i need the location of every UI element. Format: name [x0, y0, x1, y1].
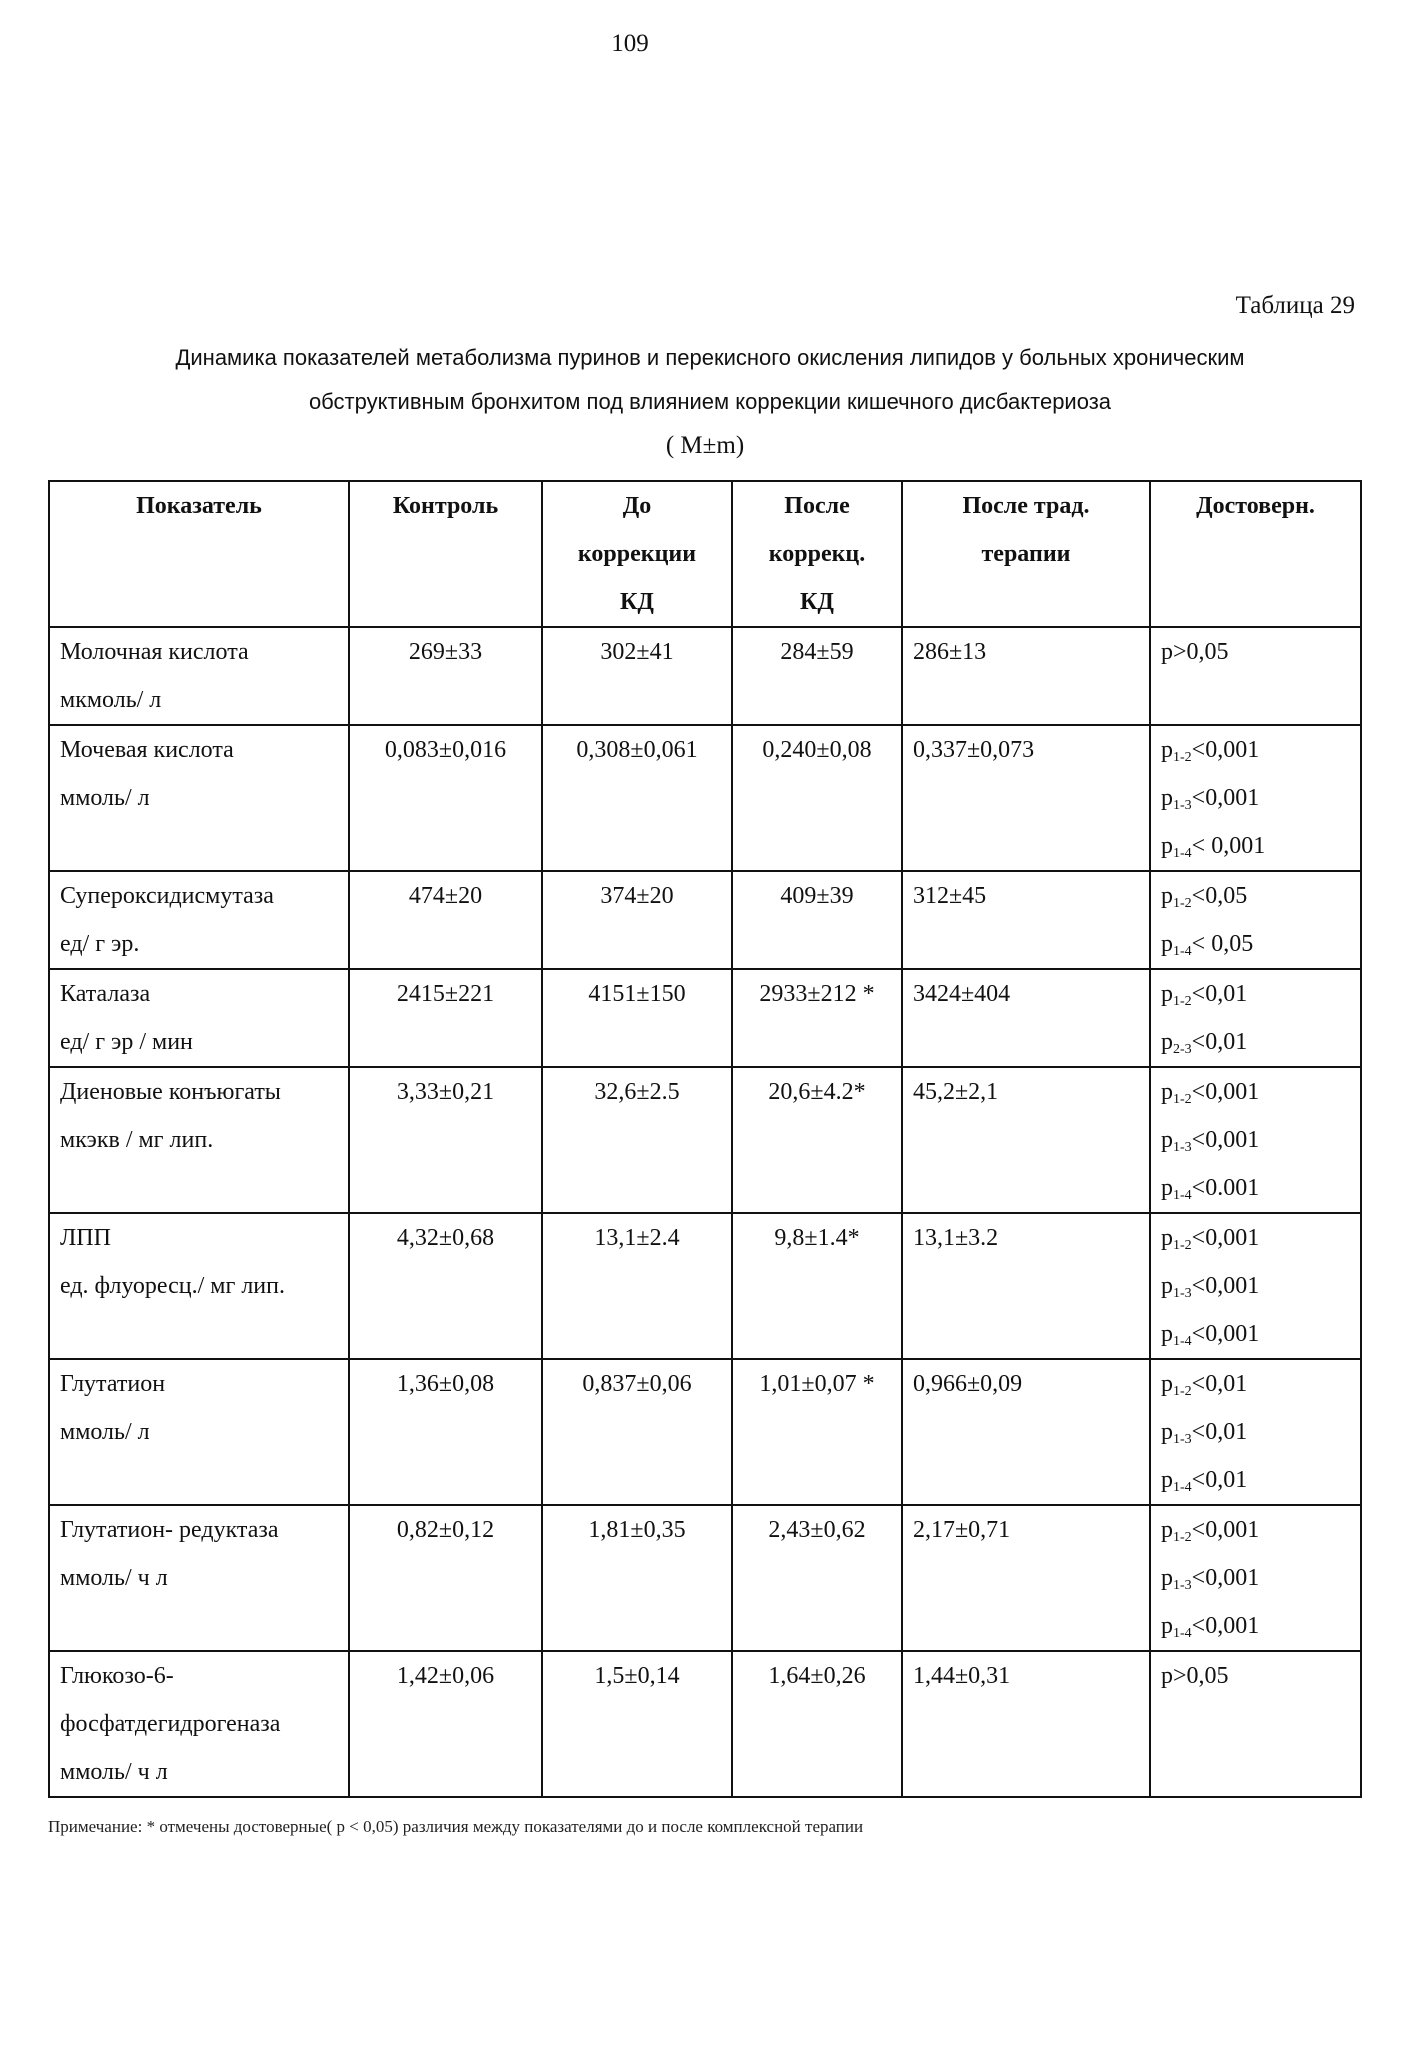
- header-indicator: Показатель: [49, 481, 349, 627]
- after-correction-value: 1,64±0,26: [732, 1651, 902, 1797]
- units-label: ( M±m): [665, 432, 745, 459]
- table-note: Примечание: * отмечены достоверные( p < 0,05) различия между показателями до и после комплексной терапии: [48, 1817, 864, 1836]
- before-correction-value: 0,308±0,061: [542, 725, 732, 871]
- p-value: p>0,05: [1161, 1663, 1229, 1689]
- indicator-cell: [49, 1067, 349, 1213]
- p-value: $p_{1-3}<0,01$: [1161, 1419, 1248, 1447]
- control-value: 269±33: [349, 627, 542, 725]
- indicator-cell: [49, 627, 349, 725]
- indicator-text: ед/ г эр.: [60, 931, 140, 957]
- table-row: [49, 1359, 1361, 1505]
- p-value: $p_{1-2}<0,001$: [1161, 737, 1260, 765]
- table-row: [49, 1067, 1361, 1213]
- after-traditional-value: 45,2±2,1: [902, 1067, 1150, 1213]
- header-before-correction: До коррекции КД: [542, 481, 732, 627]
- table-row: [49, 1213, 1361, 1359]
- indicator-text: мкмоль/ л: [60, 687, 162, 713]
- p-value: $p_{1-2}<0,01$: [1161, 981, 1248, 1009]
- after-correction-value: 284±59: [732, 627, 902, 725]
- indicator-cell: [49, 725, 349, 871]
- indicator-text: ммоль/ ч л: [60, 1565, 168, 1591]
- indicator-cell: [49, 1651, 349, 1797]
- data-table: [48, 480, 1362, 1798]
- indicator-text: Молочная кислота: [60, 639, 249, 665]
- significance-cell: [1150, 871, 1361, 969]
- after-traditional-value: 1,44±0,31: [902, 1651, 1150, 1797]
- p-value: $p_{1-3}<0,001$: [1161, 1127, 1260, 1155]
- indicator-text: фосфатдегидрогеназа: [60, 1711, 281, 1737]
- after-traditional-value: 0,337±0,073: [902, 725, 1150, 871]
- significance-cell: [1150, 1651, 1361, 1797]
- control-value: 0,083±0,016: [349, 725, 542, 871]
- indicator-text: Каталаза: [60, 981, 151, 1007]
- significance-cell: [1150, 1213, 1361, 1359]
- after-traditional-value: 0,966±0,09: [902, 1359, 1150, 1505]
- after-correction-value: 20,6±4.2*: [732, 1067, 902, 1213]
- indicator-text: Глутатион: [60, 1371, 166, 1397]
- p-value: $p_{1-2}<0,001$: [1161, 1225, 1260, 1253]
- p-value: $p_{1-3}<0,001$: [1161, 1273, 1260, 1301]
- indicator-text: ммоль/ л: [60, 785, 150, 811]
- table-title: [60, 336, 1360, 424]
- indicator-text: ЛПП: [60, 1225, 111, 1251]
- indicator-cell: [49, 1505, 349, 1651]
- p-value: $p_{1-4}<0.001$: [1161, 1175, 1260, 1203]
- control-value: 2415±221: [349, 969, 542, 1067]
- indicator-text: ед. флуоресц./ мг лип.: [60, 1273, 285, 1299]
- indicator-cell: [49, 1359, 349, 1505]
- indicator-text: Глюкозо-6-: [60, 1663, 174, 1689]
- significance-cell: [1150, 1505, 1361, 1651]
- after-correction-value: 2933±212 *: [732, 969, 902, 1067]
- significance-cell: [1150, 1359, 1361, 1505]
- table-row: [49, 969, 1361, 1067]
- header-significance: Достоверн.: [1150, 481, 1361, 627]
- after-correction-value: 0,240±0,08: [732, 725, 902, 871]
- indicator-text: ед/ г эр / мин: [60, 1029, 193, 1055]
- page-number: 109: [611, 30, 649, 57]
- p-value: $p_{1-2}<0,001$: [1161, 1517, 1260, 1545]
- p-value: $p_{1-2}<0,01$: [1161, 1371, 1248, 1399]
- after-traditional-value: 286±13: [902, 627, 1150, 725]
- before-correction-value: 1,5±0,14: [542, 1651, 732, 1797]
- control-value: 0,82±0,12: [349, 1505, 542, 1651]
- indicator-text: ммоль/ л: [60, 1419, 150, 1445]
- indicator-text: мкэкв / мг лип.: [60, 1127, 214, 1153]
- p-value: $p_{1-4}<0,001$: [1161, 1321, 1260, 1349]
- p-value: $p_{2-3}<0,01$: [1161, 1029, 1248, 1057]
- before-correction-value: 4151±150: [542, 969, 732, 1067]
- after-correction-value: 2,43±0,62: [732, 1505, 902, 1651]
- p-value: $p_{1-4}<0,01$: [1161, 1467, 1248, 1495]
- p-value: $p_{1-2}<0,05$: [1161, 883, 1248, 911]
- significance-cell: [1150, 725, 1361, 871]
- indicator-text: ммоль/ ч л: [60, 1759, 168, 1785]
- before-correction-value: 13,1±2.4: [542, 1213, 732, 1359]
- header-row: [49, 481, 1361, 627]
- table-label: Таблица 29: [1235, 292, 1355, 319]
- significance-cell: [1150, 1067, 1361, 1213]
- p-value: p>0,05: [1161, 639, 1229, 665]
- table-row: [49, 725, 1361, 871]
- control-value: 4,32±0,68: [349, 1213, 542, 1359]
- before-correction-value: 32,6±2.5: [542, 1067, 732, 1213]
- table-row: [49, 871, 1361, 969]
- control-value: 474±20: [349, 871, 542, 969]
- indicator-cell: [49, 969, 349, 1067]
- control-value: 1,36±0,08: [349, 1359, 542, 1505]
- p-value: $p_{1-3}<0,001$: [1161, 785, 1260, 813]
- before-correction-value: 0,837±0,06: [542, 1359, 732, 1505]
- indicator-cell: [49, 871, 349, 969]
- p-value: $p_{1-4}< 0,05$: [1161, 931, 1254, 959]
- before-correction-value: 374±20: [542, 871, 732, 969]
- significance-cell: [1150, 627, 1361, 725]
- p-value: $p_{1-3}<0,001$: [1161, 1565, 1260, 1593]
- significance-cell: [1150, 969, 1361, 1067]
- title-line-1: Динамика показателей метаболизма пуринов и перекисного окисления липидов у больных хроническим: [175, 345, 1245, 370]
- header-after-correction: После коррекц. КД: [732, 481, 902, 627]
- table-row: [49, 627, 1361, 725]
- title-line-2: обструктивным бронхитом под влиянием коррекции кишечного дисбактериоза: [308, 389, 1112, 414]
- indicator-cell: [49, 1213, 349, 1359]
- indicator-text: Глутатион- редуктаза: [60, 1517, 279, 1543]
- before-correction-value: 302±41: [542, 627, 732, 725]
- indicator-text: Супероксидисмутаза: [60, 883, 274, 909]
- indicator-text: Диеновые конъюгаты: [60, 1079, 281, 1105]
- after-traditional-value: 2,17±0,71: [902, 1505, 1150, 1651]
- control-value: 3,33±0,21: [349, 1067, 542, 1213]
- after-traditional-value: 13,1±3.2: [902, 1213, 1150, 1359]
- control-value: 1,42±0,06: [349, 1651, 542, 1797]
- after-traditional-value: 3424±404: [902, 969, 1150, 1067]
- p-value: $p_{1-4}<0,001$: [1161, 1613, 1260, 1641]
- header-after-traditional: После трад. терапии: [902, 481, 1150, 627]
- after-correction-value: 1,01±0,07 *: [732, 1359, 902, 1505]
- p-value: $p_{1-4}< 0,001$: [1161, 833, 1266, 861]
- table-row: [49, 1505, 1361, 1651]
- after-traditional-value: 312±45: [902, 871, 1150, 969]
- indicator-text: Мочевая кислота: [60, 737, 234, 763]
- table-row: [49, 1651, 1361, 1797]
- before-correction-value: 1,81±0,35: [542, 1505, 732, 1651]
- after-correction-value: 9,8±1.4*: [732, 1213, 902, 1359]
- after-correction-value: 409±39: [732, 871, 902, 969]
- header-control: Контроль: [349, 481, 542, 627]
- p-value: $p_{1-2}<0,001$: [1161, 1079, 1260, 1107]
